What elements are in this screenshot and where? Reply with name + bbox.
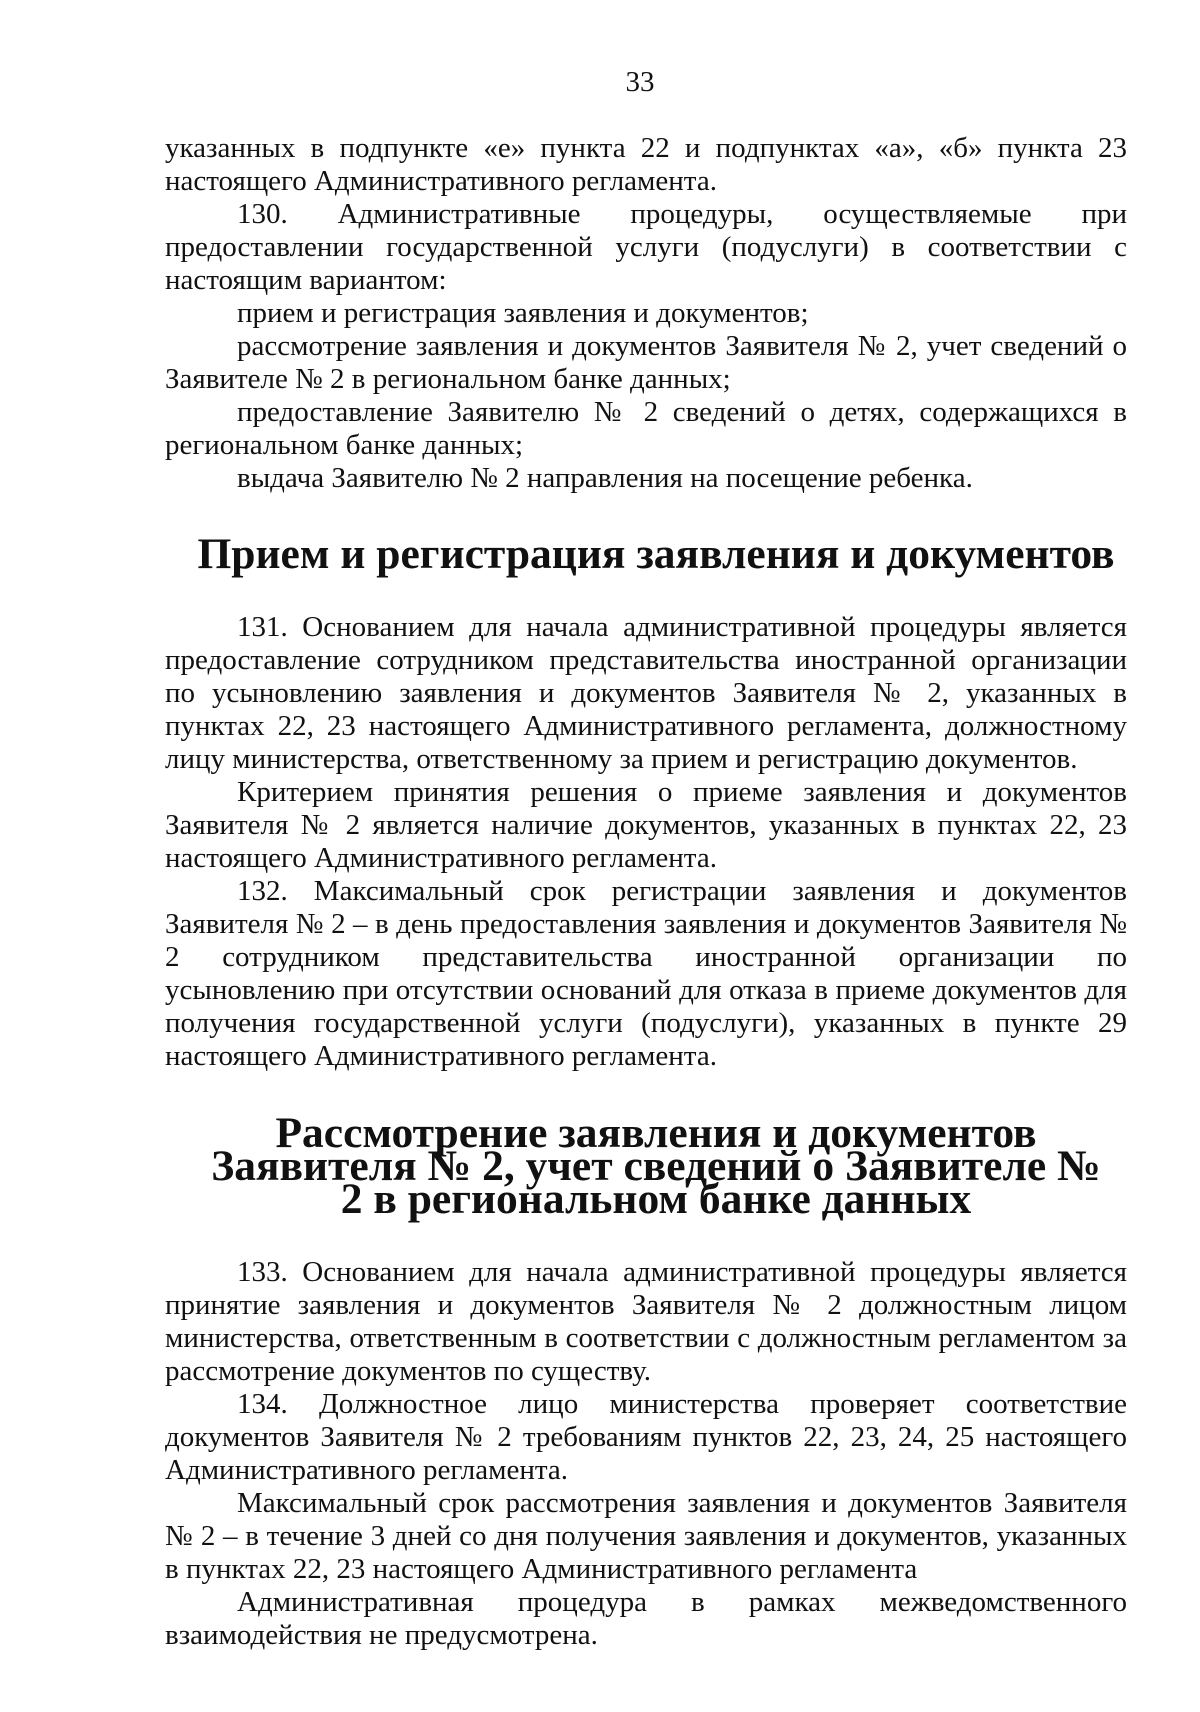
paragraph-134: 134. Должностное лицо министерства проверяет соответствие документов Заявителя № 2 требованиям пунктов 22, 23, 24, 25 настоящего Административного регламента. [165,1388,1127,1486]
document-body [165,132,1127,1652]
paragraph-continuation: указанных в подпункте «е» пункта 22 и подпунктах «а», «б» пункта 23 настоящего Административного регламента. [165,132,1127,197]
paragraph-131: 131. Основанием для начала административной процедуры является предоставление сотрудником представительства иностранной организации по усыновлению заявления и документов Заявителя № 2, указанных в пунктах 22, 23 настоящего Административного регламента, должностному лицу министерства, ответственному за прием и регистрацию документов. [165,611,1127,775]
paragraph-134-term: Максимальный срок рассмотрения заявления и документов Заявителя № 2 – в течение 3 дней со дня получения заявления и документов, указанных в пунктах 22, 23 настоящего Административного регламента [165,1487,1127,1585]
list-item-provision: предоставление Заявителю № 2 сведений о детях, содержащихся в региональном банке данных; [165,396,1127,461]
section-heading-reception: Прием и регистрация заявления и документов [197,530,1115,578]
page-number: 33 [625,66,655,98]
list-item-issuance: выдача Заявителю № 2 направления на посещение ребенка. [237,462,973,494]
paragraph-133: 133. Основанием для начала административной процедуры является принятие заявления и документов Заявителя № 2 должностным лицом министерства, ответственным в соответствии с должностным регламентом за рассмотрение документов по существу. [165,1256,1127,1387]
section-heading-review: Рассмотрение заявления и документов Заявителя № 2, учет сведений о Заявителе № 2 в региональном банке данных [211,1109,1101,1223]
paragraph-130: 130. Административные процедуры, осуществляемые при предоставлении государственной услуги (подуслуги) в соответствии с настоящим вариантом: [165,198,1127,296]
list-item-reception: прием и регистрация заявления и документов; [237,297,809,329]
paragraph-132: 132. Максимальный срок регистрации заявления и документов Заявителя № 2 – в день предоставления заявления и документов Заявителя № 2 сотрудником представительства иностранной организации по усыновлению при отсутствии оснований для отказа в приеме документов для получения государственной услуги (подуслуги), указанных в пункте 29 настоящего Административного регламента. [165,875,1127,1072]
paragraph-134-interagency: Административная процедура в рамках межведомственного взаимодействия не предусмотрена. [165,1586,1127,1651]
paragraph-131-criterion: Критерием принятия решения о приеме заявления и документов Заявителя № 2 является наличие документов, указанных в пунктах 22, 23 настоящего Административного регламента. [165,776,1127,874]
list-item-review: рассмотрение заявления и документов Заявителя № 2, учет сведений о Заявителе № 2 в региональном банке данных; [165,330,1127,395]
